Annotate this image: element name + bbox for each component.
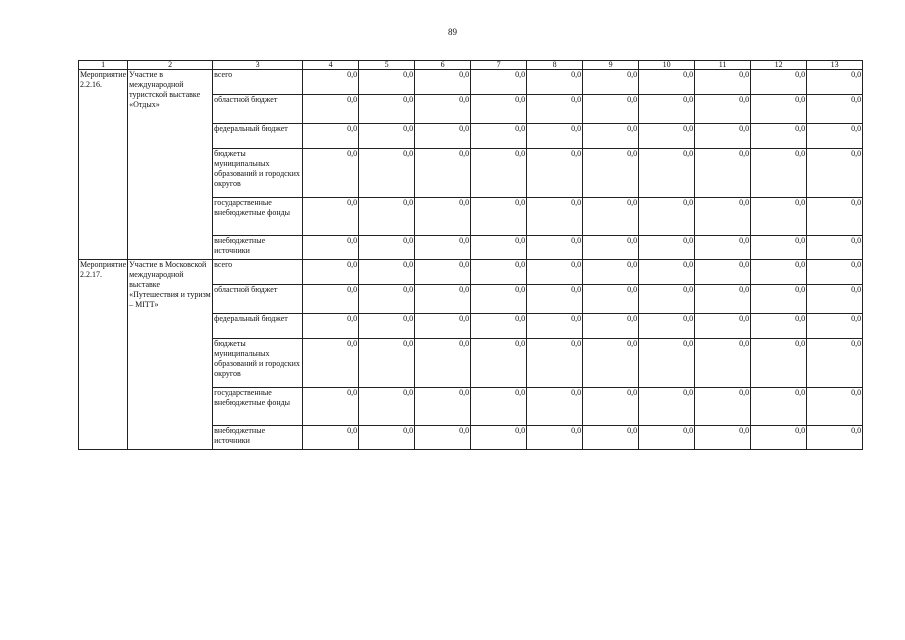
value-cell: 0,0 — [359, 314, 415, 339]
funding-source: государственные внебюджетные фонды — [213, 388, 303, 426]
measure-number: Мероприятие 2.2.16. — [79, 70, 128, 260]
value-cell: 0,0 — [527, 285, 583, 314]
value-cell: 0,0 — [807, 314, 863, 339]
value-cell: 0,0 — [583, 70, 639, 95]
column-header: 2 — [128, 61, 213, 70]
value-cell: 0,0 — [303, 314, 359, 339]
measure-title: Участие в международной туристской выставке «Отдых» — [128, 70, 213, 260]
value-cell: 0,0 — [751, 198, 807, 236]
value-cell: 0,0 — [751, 314, 807, 339]
value-cell: 0,0 — [359, 124, 415, 149]
value-cell: 0,0 — [639, 198, 695, 236]
value-cell: 0,0 — [639, 124, 695, 149]
value-cell: 0,0 — [695, 236, 751, 260]
value-cell: 0,0 — [303, 388, 359, 426]
value-cell: 0,0 — [639, 388, 695, 426]
budget-table — [78, 60, 863, 450]
value-cell: 0,0 — [527, 388, 583, 426]
value-cell: 0,0 — [359, 70, 415, 95]
value-cell: 0,0 — [527, 339, 583, 388]
value-cell: 0,0 — [359, 388, 415, 426]
value-cell: 0,0 — [471, 124, 527, 149]
value-cell: 0,0 — [471, 314, 527, 339]
value-cell: 0,0 — [303, 339, 359, 388]
value-cell: 0,0 — [527, 260, 583, 285]
value-cell: 0,0 — [527, 426, 583, 450]
column-header: 13 — [807, 61, 863, 70]
value-cell: 0,0 — [639, 149, 695, 198]
column-header: 10 — [639, 61, 695, 70]
value-cell: 0,0 — [639, 70, 695, 95]
value-cell: 0,0 — [695, 124, 751, 149]
value-cell: 0,0 — [751, 260, 807, 285]
value-cell: 0,0 — [639, 236, 695, 260]
value-cell: 0,0 — [527, 314, 583, 339]
value-cell: 0,0 — [415, 260, 471, 285]
value-cell: 0,0 — [583, 388, 639, 426]
column-header: 12 — [751, 61, 807, 70]
value-cell: 0,0 — [415, 149, 471, 198]
value-cell: 0,0 — [751, 388, 807, 426]
value-cell: 0,0 — [527, 149, 583, 198]
value-cell: 0,0 — [807, 339, 863, 388]
value-cell: 0,0 — [695, 388, 751, 426]
value-cell: 0,0 — [303, 124, 359, 149]
value-cell: 0,0 — [303, 236, 359, 260]
funding-source: федеральный бюджет — [213, 124, 303, 149]
page-number: 89 — [448, 27, 457, 37]
value-cell: 0,0 — [695, 426, 751, 450]
value-cell: 0,0 — [751, 124, 807, 149]
value-cell: 0,0 — [415, 95, 471, 124]
value-cell: 0,0 — [807, 285, 863, 314]
measure-title: Участие в Московской международной выставке «Путешествия и туризм – МІТТ» — [128, 260, 213, 450]
funding-source: внебюджетные источники — [213, 426, 303, 450]
table-row — [79, 260, 863, 285]
value-cell: 0,0 — [303, 149, 359, 198]
funding-source: всего — [213, 260, 303, 285]
value-cell: 0,0 — [751, 339, 807, 388]
table-row — [79, 70, 863, 95]
value-cell: 0,0 — [415, 70, 471, 95]
value-cell: 0,0 — [471, 198, 527, 236]
value-cell: 0,0 — [807, 260, 863, 285]
value-cell: 0,0 — [359, 285, 415, 314]
value-cell: 0,0 — [415, 198, 471, 236]
value-cell: 0,0 — [751, 285, 807, 314]
value-cell: 0,0 — [471, 70, 527, 95]
funding-source: областной бюджет — [213, 95, 303, 124]
column-header: 5 — [359, 61, 415, 70]
value-cell: 0,0 — [807, 388, 863, 426]
value-cell: 0,0 — [527, 236, 583, 260]
value-cell: 0,0 — [303, 95, 359, 124]
value-cell: 0,0 — [695, 149, 751, 198]
column-header: 3 — [213, 61, 303, 70]
column-header: 8 — [527, 61, 583, 70]
value-cell: 0,0 — [807, 198, 863, 236]
value-cell: 0,0 — [415, 236, 471, 260]
column-header: 1 — [79, 61, 128, 70]
value-cell: 0,0 — [471, 236, 527, 260]
column-header: 9 — [583, 61, 639, 70]
value-cell: 0,0 — [359, 260, 415, 285]
funding-source: областной бюджет — [213, 285, 303, 314]
funding-source: бюджеты муниципальных образований и городских округов — [213, 339, 303, 388]
value-cell: 0,0 — [303, 70, 359, 95]
value-cell: 0,0 — [695, 95, 751, 124]
column-header: 7 — [471, 61, 527, 70]
value-cell: 0,0 — [471, 95, 527, 124]
value-cell: 0,0 — [359, 236, 415, 260]
value-cell: 0,0 — [695, 198, 751, 236]
value-cell: 0,0 — [695, 314, 751, 339]
value-cell: 0,0 — [527, 70, 583, 95]
value-cell: 0,0 — [527, 95, 583, 124]
value-cell: 0,0 — [471, 426, 527, 450]
value-cell: 0,0 — [695, 260, 751, 285]
value-cell: 0,0 — [807, 124, 863, 149]
value-cell: 0,0 — [583, 260, 639, 285]
value-cell: 0,0 — [415, 339, 471, 388]
value-cell: 0,0 — [807, 95, 863, 124]
value-cell: 0,0 — [807, 70, 863, 95]
value-cell: 0,0 — [751, 70, 807, 95]
value-cell: 0,0 — [527, 124, 583, 149]
value-cell: 0,0 — [471, 339, 527, 388]
measure-number: Мероприятие 2.2.17. — [79, 260, 128, 450]
value-cell: 0,0 — [471, 285, 527, 314]
header-row — [79, 61, 863, 70]
value-cell: 0,0 — [583, 339, 639, 388]
funding-source: государственные внебюджетные фонды — [213, 198, 303, 236]
value-cell: 0,0 — [303, 285, 359, 314]
value-cell: 0,0 — [583, 198, 639, 236]
value-cell: 0,0 — [751, 236, 807, 260]
value-cell: 0,0 — [303, 260, 359, 285]
value-cell: 0,0 — [359, 198, 415, 236]
value-cell: 0,0 — [527, 198, 583, 236]
value-cell: 0,0 — [639, 95, 695, 124]
value-cell: 0,0 — [359, 426, 415, 450]
funding-source: внебюджетные источники — [213, 236, 303, 260]
value-cell: 0,0 — [583, 285, 639, 314]
value-cell: 0,0 — [751, 149, 807, 198]
value-cell: 0,0 — [471, 149, 527, 198]
value-cell: 0,0 — [415, 314, 471, 339]
value-cell: 0,0 — [695, 70, 751, 95]
value-cell: 0,0 — [583, 95, 639, 124]
column-header: 11 — [695, 61, 751, 70]
value-cell: 0,0 — [639, 260, 695, 285]
value-cell: 0,0 — [583, 149, 639, 198]
value-cell: 0,0 — [695, 339, 751, 388]
value-cell: 0,0 — [695, 285, 751, 314]
value-cell: 0,0 — [807, 149, 863, 198]
value-cell: 0,0 — [359, 149, 415, 198]
value-cell: 0,0 — [639, 426, 695, 450]
value-cell: 0,0 — [471, 260, 527, 285]
value-cell: 0,0 — [639, 314, 695, 339]
value-cell: 0,0 — [415, 388, 471, 426]
value-cell: 0,0 — [359, 95, 415, 124]
value-cell: 0,0 — [415, 124, 471, 149]
value-cell: 0,0 — [583, 426, 639, 450]
value-cell: 0,0 — [583, 236, 639, 260]
funding-source: бюджеты муниципальных образований и городских округов — [213, 149, 303, 198]
value-cell: 0,0 — [359, 339, 415, 388]
value-cell: 0,0 — [751, 426, 807, 450]
value-cell: 0,0 — [415, 285, 471, 314]
value-cell: 0,0 — [303, 198, 359, 236]
value-cell: 0,0 — [583, 124, 639, 149]
value-cell: 0,0 — [303, 426, 359, 450]
funding-source: федеральный бюджет — [213, 314, 303, 339]
value-cell: 0,0 — [807, 236, 863, 260]
value-cell: 0,0 — [415, 426, 471, 450]
value-cell: 0,0 — [751, 95, 807, 124]
column-header: 4 — [303, 61, 359, 70]
value-cell: 0,0 — [583, 314, 639, 339]
value-cell: 0,0 — [639, 339, 695, 388]
value-cell: 0,0 — [471, 388, 527, 426]
value-cell: 0,0 — [807, 426, 863, 450]
column-header: 6 — [415, 61, 471, 70]
funding-source: всего — [213, 70, 303, 95]
value-cell: 0,0 — [639, 285, 695, 314]
